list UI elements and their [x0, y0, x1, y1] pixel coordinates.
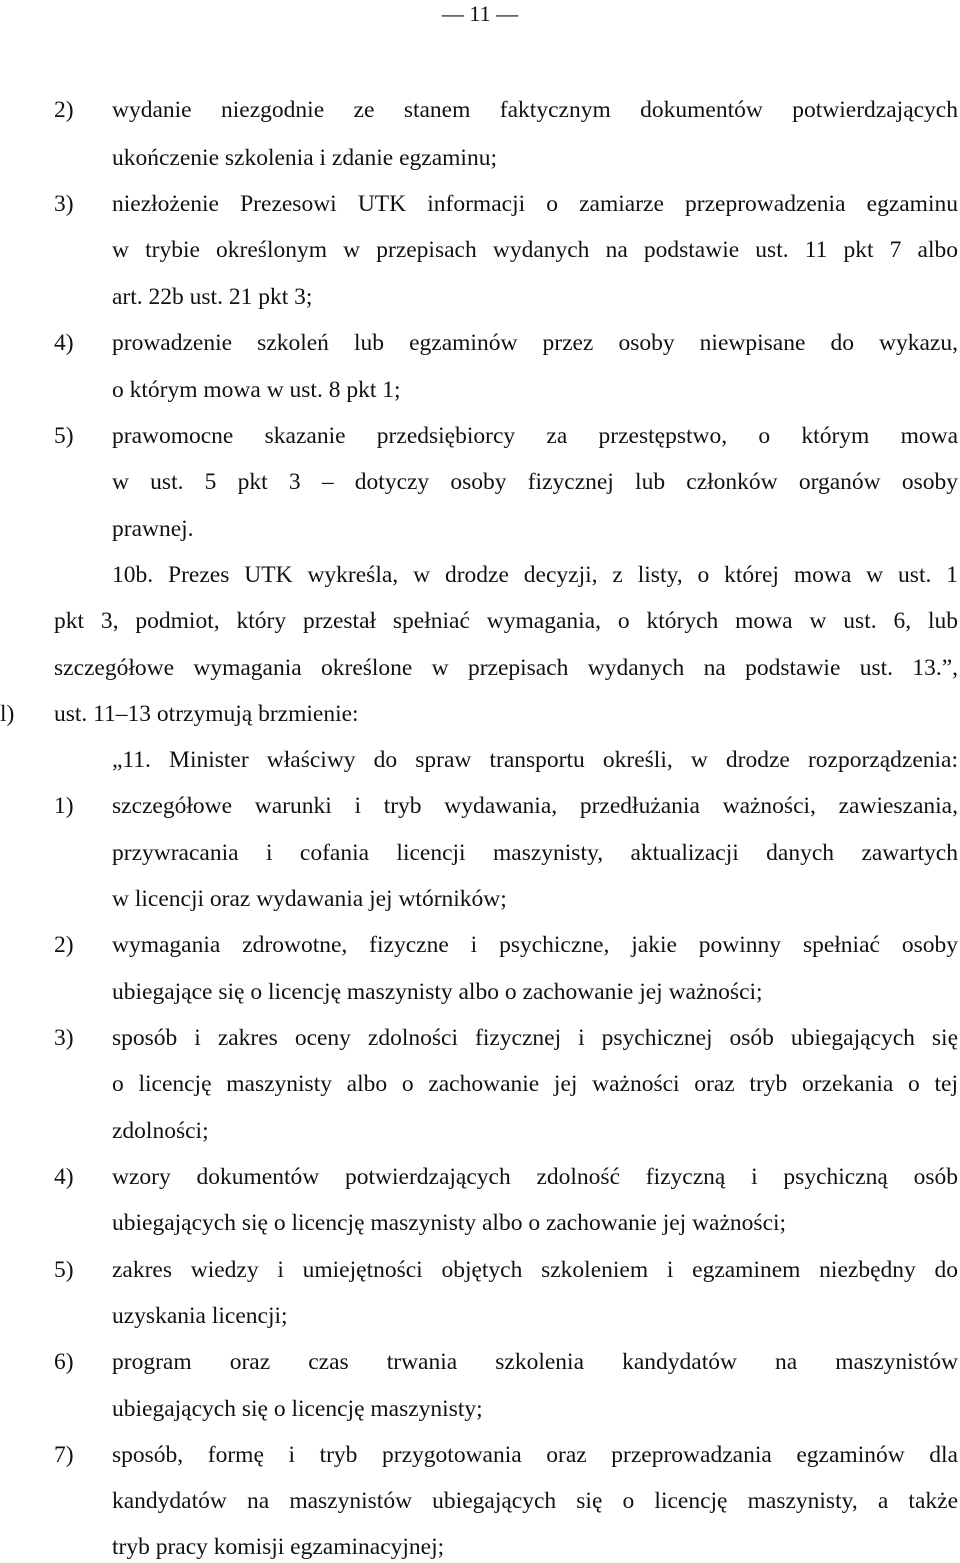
text-line: ust. 11–13 otrzymują brzmienie:	[54, 701, 359, 727]
text-line: prawomocne skazanie przedsiębiorcy za przestępstwo, o którym mowa	[112, 423, 958, 449]
text-line: o którym mowa w ust. 8 pkt 1;	[112, 377, 401, 403]
text-line: art. 22b ust. 21 pkt 3;	[112, 284, 313, 310]
text-line: wymagania zdrowotne, fizyczne i psychiczne, jakie powinny spełniać osoby	[112, 932, 958, 958]
text-line: wzory dokumentów potwierdzających zdolność fizyczną i psychiczną osób	[112, 1164, 958, 1190]
text-line: prawnej.	[112, 516, 194, 542]
text-line: zdolności;	[112, 1118, 209, 1144]
text-line: niezłożenie Prezesowi UTK informacji o zamiarze przeprowadzenia egzaminu	[112, 191, 958, 217]
text-line: zakres wiedzy i umiejętności objętych szkoleniem i egzaminem niezbędny do	[112, 1257, 958, 1283]
item-number: 5)	[54, 1257, 74, 1283]
item-number: 2)	[54, 97, 74, 123]
text-line: „11. Minister właściwy do spraw transportu określi, w drodze rozporządzenia:	[112, 747, 958, 773]
text-line: wydanie niezgodnie ze stanem faktycznym dokumentów potwierdzających	[112, 97, 958, 123]
item-number: 6)	[54, 1349, 74, 1375]
text-line: program oraz czas trwania szkolenia kandydatów na maszynistów	[112, 1349, 958, 1375]
item-number: 5)	[54, 423, 74, 449]
text-line: w licencji oraz wydawania jej wtórników;	[112, 886, 507, 912]
amendment-number: l)	[0, 701, 15, 727]
text-line: pkt 3, podmiot, który przestał spełniać wymagania, o których mowa w ust. 6, lub	[54, 608, 958, 634]
page-number: — 11 —	[441, 1, 519, 26]
item-number: 3)	[54, 1025, 74, 1051]
text-line: o licencję maszynisty albo o zachowanie jej ważności oraz tryb orzekania o tej	[112, 1071, 958, 1097]
text-line: ubiegające się o licencję maszynisty albo o zachowanie jej ważności;	[112, 979, 763, 1005]
text-line: sposób i zakres oceny zdolności fizycznej i psychicznej osób ubiegających się	[112, 1025, 958, 1051]
item-number: 4)	[54, 1164, 74, 1190]
text-line: przywracania i cofania licencji maszynisty, aktualizacji danych zawartych	[112, 840, 958, 866]
text-line: szczegółowe warunki i tryb wydawania, przedłużania ważności, zawieszania,	[112, 793, 958, 819]
text-line: ukończenie szkolenia i zdanie egzaminu;	[112, 145, 497, 171]
text-line: ubiegających się o licencję maszynisty;	[112, 1396, 483, 1422]
text-line: ubiegających się o licencję maszynisty albo o zachowanie jej ważności;	[112, 1210, 787, 1236]
item-number: 4)	[54, 330, 74, 356]
text-line: tryb pracy komisji egzaminacyjnej;	[112, 1534, 445, 1560]
item-number: 3)	[54, 191, 74, 217]
item-number: 2)	[54, 932, 74, 958]
item-number: 1)	[54, 793, 74, 819]
text-line: kandydatów na maszynistów ubiegających się o licencję maszynisty, a także	[112, 1488, 958, 1514]
item-number: 7)	[54, 1442, 74, 1468]
text-line: 10b. Prezes UTK wykreśla, w drodze decyzji, z listy, o której mowa w ust. 1	[112, 562, 958, 588]
text-line: sposób, formę i tryb przygotowania oraz przeprowadzania egzaminów dla	[112, 1442, 958, 1468]
text-line: prowadzenie szkoleń lub egzaminów przez osoby niewpisane do wykazu,	[112, 330, 958, 356]
text-line: szczegółowe wymagania określone w przepisach wydanych na podstawie ust. 13.”,	[54, 655, 958, 681]
text-line: w trybie określonym w przepisach wydanych na podstawie ust. 11 pkt 7 albo	[112, 237, 958, 263]
text-line: uzyskania licencji;	[112, 1303, 288, 1329]
text-line: w ust. 5 pkt 3 – dotyczy osoby fizycznej lub członków organów osoby	[112, 469, 958, 495]
